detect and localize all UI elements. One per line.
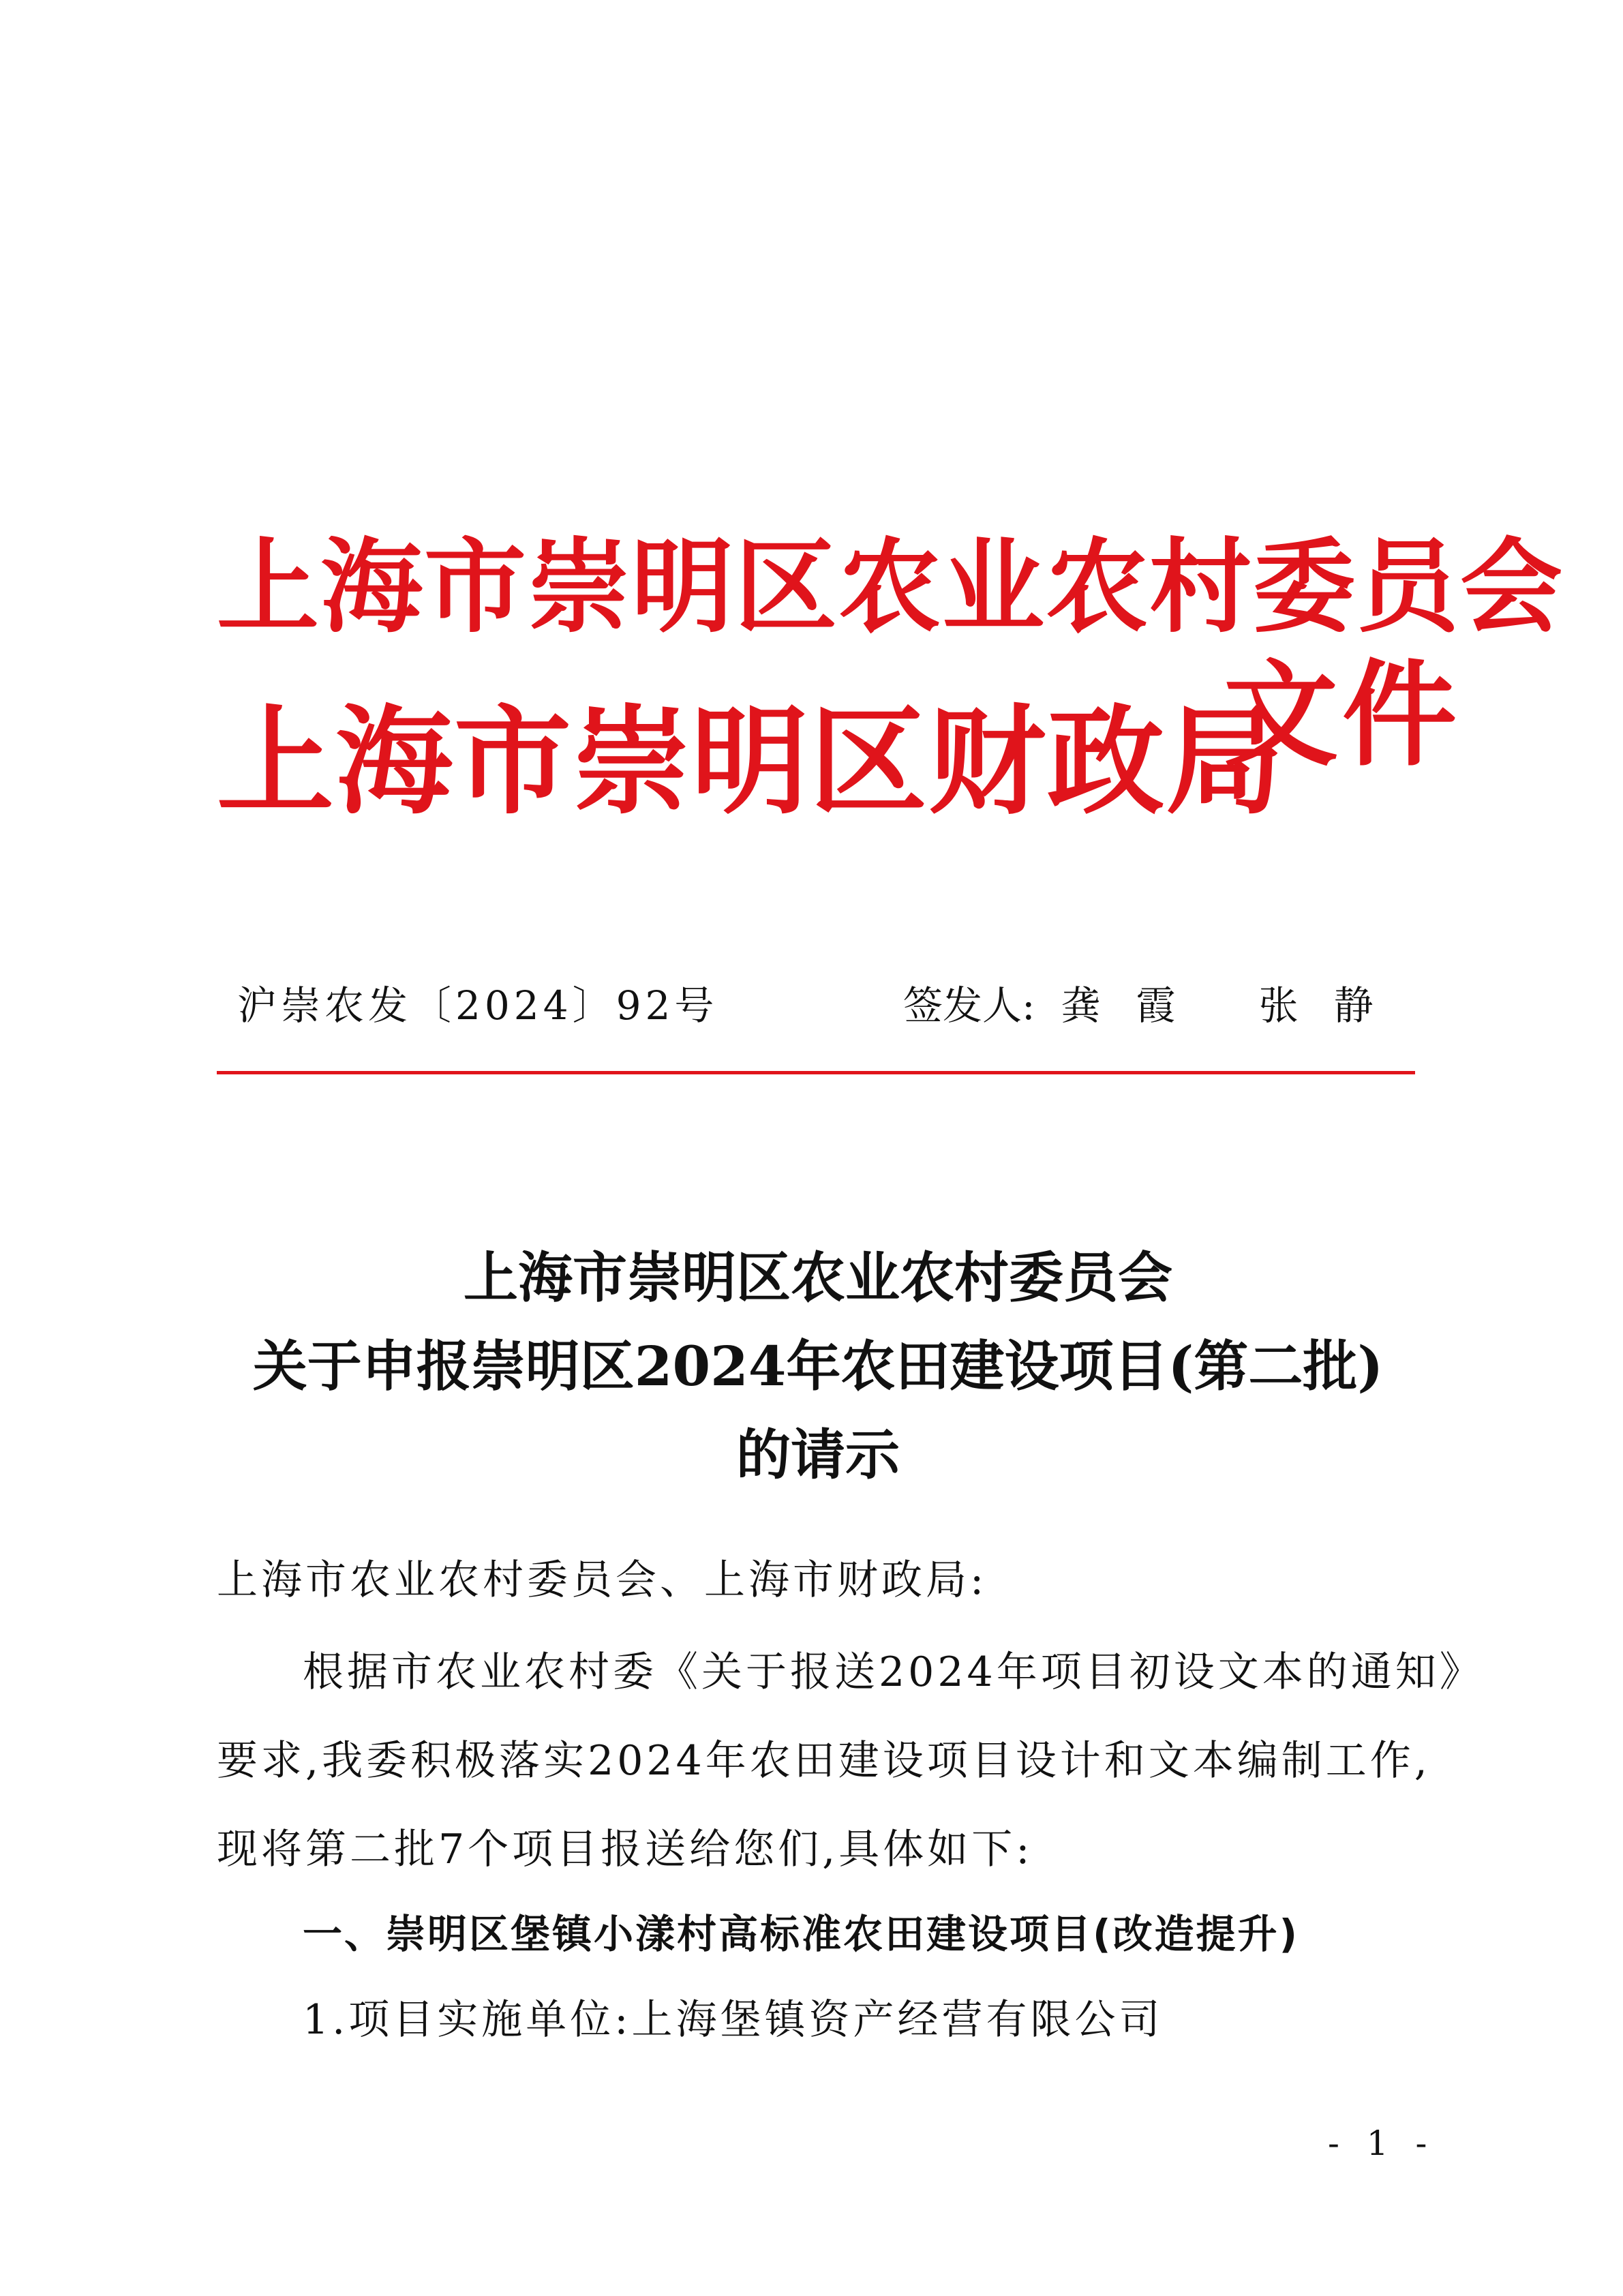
signer-name-2: 张静 [1258,982,1409,1029]
section-heading-1: 一、崇明区堡镇小漾村高标准农田建设项目(改造提升) [303,1911,1300,1957]
signer-label: 签发人: [903,982,1035,1029]
issuer-line-2: 上海市崇明区财政局 [217,692,1284,830]
body-paragraph-line-1: 根据市农业农村委《关于报送2024年项目初设文本的通知》 [303,1648,1484,1696]
document-number: 沪崇农发〔2024〕92号 [237,982,718,1029]
body-paragraph-line-3: 现将第二批7个项目报送给您们,具体如下: [217,1826,1033,1873]
body-paragraph-line-2: 要求,我委积极落实2024年农田建设项目设计和文本编制工作, [217,1737,1431,1785]
red-divider-line [217,1071,1415,1074]
document-title-line-2: 关于申报崇明区2024年农田建设项目(第二批) [252,1334,1384,1398]
document-type-label: 文件 [1224,647,1461,782]
signer-block [903,973,1409,1031]
issuer-line-1: 上海市崇明区农业农村委员会 [217,527,1564,647]
salutation: 上海市农业农村委员会、上海市财政局: [217,1556,988,1604]
list-item-1: 1.项目实施单位:上海堡镇资产经营有限公司 [303,1996,1164,2044]
document-title-line-1: 上海市崇明区农业农村委员会 [464,1245,1172,1310]
page-number: - 1 - [1328,2124,1436,2163]
document-title-line-3: 的请示 [736,1423,900,1487]
signer-name-1: 龚霞 [1061,982,1211,1029]
